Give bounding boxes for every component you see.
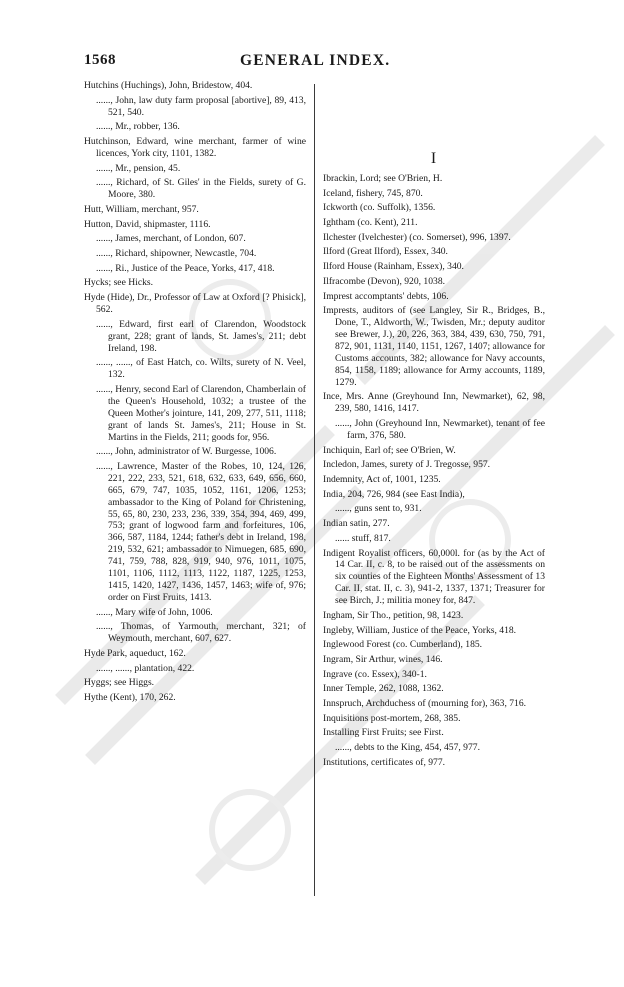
index-entry: Hutt, William, merchant, 957. [84,203,199,215]
index-entry: ......, Thomas, of Yarmouth, merchant, 321; of Weymouth, merchant, 607, 627. [96,621,306,645]
index-entry: Inglewood Forest (co. Cumberland), 185. [323,639,483,651]
index-entry: Ingrave (co. Essex), 340-1. [323,668,427,680]
index-entry: ......, Mary wife of John, 1006. [96,606,213,618]
index-entry: Inner Temple, 262, 1088, 1362. [323,683,444,695]
section-letter: I [430,150,438,167]
index-entry: ...... stuff, 817. [335,532,391,544]
index-entry: Imprest accomptants' debts, 106. [323,290,449,302]
index-entry: Ingleby, William, Justice of the Peace, Yorks, 418. [323,624,517,636]
index-entry: Hyggs; see Higgs. [84,677,155,689]
index-entry: Incledon, James, surety of J. Tregosse, 957. [323,459,491,471]
index-entry: Innspruch, Archduchess of (mourning for), 363, 716. [323,698,527,710]
index-entry: Hythe (Kent), 170, 262. [84,692,176,704]
index-entry: ......, Ri., Justice of the Peace, Yorks, 417, 418. [96,262,275,274]
left-column [84,80,306,707]
index-entry: Indemnity, Act of, 1001, 1235. [323,474,441,485]
index-entry: ......, John, administrator of W. Burgesse, 1006. [96,446,277,458]
index-entry: Ickworth (co. Suffolk), 1356. [323,202,436,214]
column-divider [314,84,315,896]
index-entry: ......, Mr., robber, 136. [96,121,180,133]
index-entry: Ilfracombe (Devon), 920, 1038. [323,275,446,287]
index-entry: Ince, Mrs. Anne (Greyhound Inn, Newmarket), 62, 98, 239, 580, 1416, 1417. [323,391,545,415]
index-entry: Inquisitions post-mortem, 268, 385. [323,712,461,724]
index-entry: Inchiquin, Earl of; see O'Brien, W. [323,444,456,456]
index-entry: ......, John (Greyhound Inn, Newmarket), tenant of fee farm, 376, 580. [335,417,545,441]
running-head: GENERAL INDEX. [240,52,391,69]
index-entry: ......, Edward, first earl of Clarendon, Woodstock grant, 228; grant of lands, St. James's, 211; debt Ireland, 198. [96,318,306,354]
index-entry: Ilchester (Ivelchester) (co. Somerset), 996, 1397. [323,231,511,243]
index-entry: Hutchinson, Edward, wine merchant, farmer of wine licences, York city, 1101, 1382. [84,136,306,159]
index-entry: Ingham, Sir Tho., petition, 98, 1423. [323,609,464,621]
index-entry: Ingram, Sir Arthur, wines, 146. [323,653,443,665]
index-entry: Ilford House (Rainham, Essex), 340. [323,261,464,273]
right-column [323,80,545,772]
index-entry: ......, Henry, second Earl of Clarendon, Chamberlain of the Queen's Household, 1032; a trustee of the Queen Mother's jointure, 141, 209, 277, 511, 1118; grant of lands St. James's, 211; House in St. Martins in the Fields, 211; goods for, 956. [96,383,306,443]
index-entry: ......, Richard, of St. Giles' in the Fields, surety of G. Moore, 380. [96,177,306,201]
index-entry: Installing First Fruits; see First. [323,727,444,739]
index-entry: Indian satin, 277. [323,518,390,530]
index-entry: Indigent Royalist officers, 60,000l. for (as by the Act of 14 Car. II, c. 8, to be raised out of the assessments on six counties of the Eighteen Months' Assessment of 13 Car. II, stat. II, c. 3), 941-2, 1337, 1371; Treasurer for see Birch, J.; militia money for, 847. [323,547,545,607]
index-entry: ......, Richard, shipowner, Newcastle, 704. [96,248,257,260]
index-entry: Institutions, certificates of, 977. [323,756,446,768]
index-entry: ......, guns sent to, 931. [335,503,422,515]
index-entry: ......, James, merchant, of London, 607. [96,233,246,245]
index-entry: ......, Mr., pension, 45. [96,162,181,174]
page-number: 1568 [84,52,116,68]
index-entry: Hutchins (Huchings), John, Bridestow, 404. [84,80,253,91]
index-entry: Hyde Park, aqueduct, 162. [84,647,186,659]
index-entry: Hutton, David, shipmaster, 1116. [84,218,211,230]
index-entry: ......, ......, of East Hatch, co. Wilts, surety of N. Veel, 132. [96,357,306,381]
right-column-entries [323,173,545,769]
index-entry: ......, Lawrence, Master of the Robes, 10, 124, 126, 221, 222, 233, 521, 618, 632, 633, 649, 656, 660, 665, 679, 747, 1035, 1052, 1161, 1206, 1253; ambassador to the King of Poland for Christening, 55, 65, 80, 230, 233, 236, 339, 354, 394, 469, 499, 753; grant of logwood farm and forfeitures, 106, 366, 587, 1184, 1244; father's debt in Ireland, 198, 219, 532, 621; ambassador to Nimuegen, 685, 690, 741, 759, 788, 828, 919, 940, 976, 1011, 1075, 1101, 1106, 1112, 1113, 1122, 1187, 1225, 1253, 1415, 1420, 1427, 1436, 1457, 1463; wife of, 976; order on First Fruits, 1413. [96,460,306,603]
index-entry: Ibrackin, Lord; see O'Brien, H. [323,172,443,184]
index-entry: Imprests, auditors of (see Langley, Sir R., Bridges, B., Done, T., Aldworth, W., Twisden, Mr.; deputy auditor see Brewer, J.), 20, 226, 363, 384, 439, 630, 750, 791, 872, 901, 1131, 1140, 1151, 1267, 1407; allowance for Customs accounts, 382; allowance for Navy accounts, 854, 1158, 1189; allowance for Army accounts, 1189, 1279. [323,305,545,388]
index-entry: Ilford (Great Ilford), Essex, 340. [323,246,448,258]
index-entry: ......, debts to the King, 454, 457, 977. [335,742,480,754]
index-entry: ......, John, law duty farm proposal [abortive], 89, 413, 521, 540. [96,94,306,118]
index-entry: Hycks; see Hicks. [84,277,154,289]
index-entry: ......, ......, plantation, 422. [96,662,195,674]
index-entry: India, 204, 726, 984 (see East India), [323,488,465,500]
index-entry: Iceland, fishery, 745, 870. [323,187,423,199]
index-entry: Ightham (co. Kent), 211. [323,217,418,229]
index-entry: Hyde (Hide), Dr., Professor of Law at Oxford [? Phisick], 562. [84,292,306,316]
